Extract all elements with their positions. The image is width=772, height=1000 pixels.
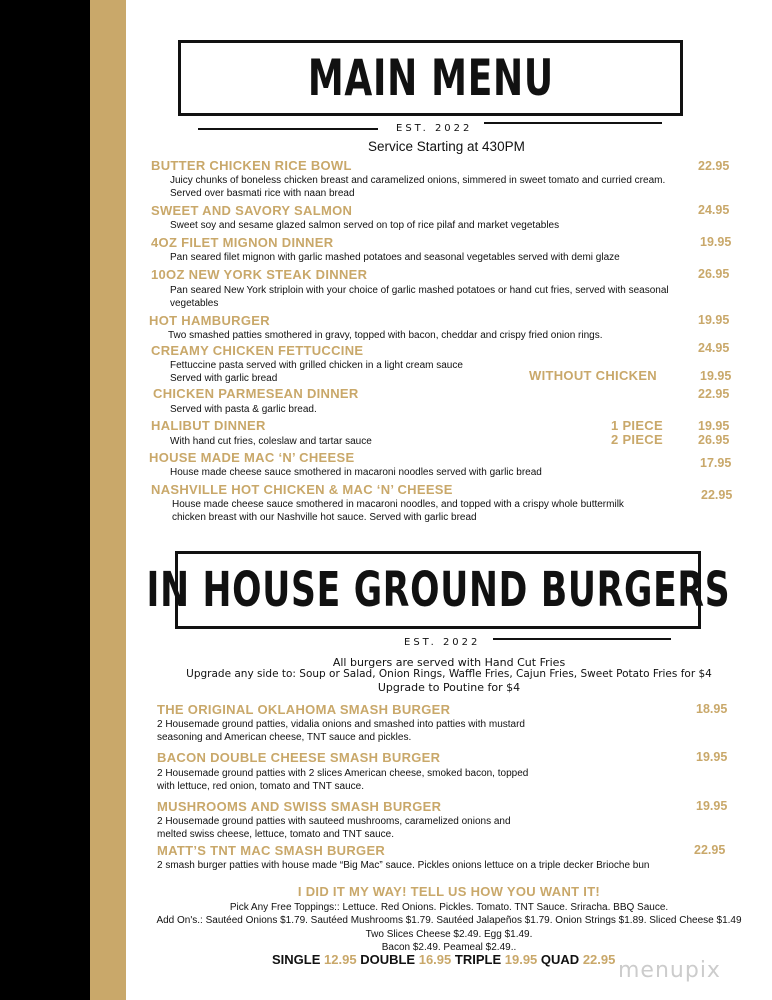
burger-item-desc: 2 Housemade ground patties with 2 slices American cheese, smoked bacon, topped — [157, 768, 529, 779]
size-label: DOUBLE — [360, 952, 416, 967]
size-price: 22.95 — [582, 952, 616, 967]
menupix-watermark: menupix — [618, 958, 721, 983]
menu-item-name: SWEET AND SAVORY SALMON — [151, 203, 353, 218]
menu-item-desc: vegetables — [170, 298, 219, 309]
menu-item-desc: Served with pasta & garlic bread. — [170, 404, 317, 415]
menu-item-desc: Sweet soy and sesame glazed salmon served on top of rice pilaf and market vegetables — [170, 220, 560, 231]
menu-item-desc: Served with garlic bread — [170, 373, 278, 384]
service-start-text: Service Starting at 430PM — [368, 139, 525, 154]
menu-item-price: 26.95 — [698, 267, 730, 281]
main-menu-est: EST. 2022 — [396, 123, 473, 134]
custom-line: Add On's.: Sautéed Onions $1.79. Sautéed Mushrooms $1.79. Sautéed Jalapeños $1.79. Onion Strings $1.89. Sliced Cheese $1.49 — [156, 915, 742, 926]
burger-item-desc: with lettuce, red onion, tomato and TNT sauce. — [157, 781, 364, 792]
burger-item-name: MATT’S TNT MAC SMASH BURGER — [157, 843, 386, 858]
custom-line: Bacon $2.49. Peameal $2.49.. — [381, 942, 517, 953]
menu-item-price: 19.95 — [698, 313, 730, 327]
menu-item-desc: House made cheese sauce smothered in macaroni noodles served with garlic bread — [170, 467, 542, 478]
menu-item-price: 17.95 — [700, 456, 732, 470]
size-price: 12.95 — [324, 952, 357, 967]
menu-item-option-label: WITHOUT CHICKEN — [529, 368, 657, 383]
menu-item-desc: Fettuccine pasta served with grilled chicken in a light cream sauce — [170, 360, 463, 371]
size-label: SINGLE — [272, 952, 321, 967]
menu-item-desc: Served over basmati rice with naan bread — [170, 188, 355, 199]
custom-line: Two Slices Cheese $2.49. Egg $1.49. — [365, 929, 533, 940]
burger-item-desc: seasoning and American cheese, TNT sauce and pickles. — [157, 732, 412, 743]
burger-item-price: 18.95 — [696, 702, 728, 716]
burger-item-desc: melted swiss cheese, lettuce, tomato and TNT sauce. — [157, 829, 394, 840]
menu-item-option-price: 19.95 — [700, 369, 732, 383]
size-price: 16.95 — [418, 952, 452, 967]
main-menu-line-right — [484, 122, 662, 124]
menu-item-desc: Two smashed patties smothered in gravy, topped with bacon, cheddar and crispy fried onion rings. — [168, 330, 603, 341]
menu-item-price: 22.95 — [701, 488, 733, 502]
menu-item-name: 10OZ NEW YORK STEAK DINNER — [151, 267, 368, 282]
menu-item-price: 22.95 — [698, 387, 730, 401]
menu-item-price: 19.95 — [700, 235, 732, 249]
menu-item-desc: Juicy chunks of boneless chicken breast and caramelized onions, simmered in sweet tomato and curried cream. — [170, 175, 666, 186]
burger-size-prices — [272, 952, 615, 967]
burger-item-desc: 2 smash burger patties with house made “Big Mac” sauce. Pickles onions lettuce on a triple decker Brioche bun — [157, 860, 650, 871]
burger-item-desc: 2 Housemade ground patties, vidalia onions and smashed into patties with mustard — [157, 719, 525, 730]
burgers-intro-line: All burgers are served with Hand Cut Fries — [332, 656, 566, 669]
menu-item-price: 24.95 — [698, 203, 730, 217]
menu-item-option-label: 2 PIECE — [611, 432, 663, 447]
menu-item-name: 4OZ FILET MIGNON DINNER — [151, 235, 334, 250]
menu-item-name: CREAMY CHICKEN FETTUCCINE — [151, 343, 364, 358]
burger-item-name: MUSHROOMS AND SWISS SMASH BURGER — [157, 799, 442, 814]
left-black-bar — [0, 0, 90, 1000]
burgers-title-box — [146, 551, 730, 629]
menu-item-name: NASHVILLE HOT CHICKEN & MAC ‘N’ CHEESE — [151, 482, 453, 497]
custom-title: I DID IT MY WAY! TELL US HOW YOU WANT IT! — [297, 884, 601, 899]
menu-item-desc: With hand cut fries, coleslaw and tartar sauce — [170, 436, 372, 447]
burger-item-price: 22.95 — [694, 843, 726, 857]
main-menu-line-left — [198, 128, 378, 130]
burger-item-name: BACON DOUBLE CHEESE SMASH BURGER — [157, 750, 441, 765]
burgers-intro-line: Upgrade to Poutine for $4 — [377, 681, 521, 694]
menu-item-option-price: 19.95 — [698, 419, 730, 433]
size-label: TRIPLE — [454, 952, 502, 967]
menu-item-desc: House made cheese sauce smothered in macaroni noodles, and topped with a crispy whole buttermilk — [172, 499, 624, 510]
menu-item-option-price: 26.95 — [698, 433, 730, 447]
menu-item-name: HALIBUT DINNER — [151, 418, 266, 433]
menu-item-name: HOUSE MADE MAC ‘N’ CHEESE — [149, 450, 355, 465]
menu-item-name: HOT HAMBURGER — [149, 313, 270, 328]
burgers-line-right — [493, 638, 671, 640]
size-label: QUAD — [540, 952, 580, 967]
burger-item-price: 19.95 — [696, 750, 728, 764]
burger-item-name: THE ORIGINAL OKLAHOMA SMASH BURGER — [157, 702, 451, 717]
size-price: 19.95 — [504, 952, 538, 967]
left-gold-bar — [90, 0, 126, 1000]
burgers-est: EST. 2022 — [404, 637, 481, 648]
burgers-intro-line: Upgrade any side to: Soup or Salad, Onion Rings, Waffle Fries, Cajun Fries, Sweet Potato Fries for $4 — [186, 668, 712, 680]
burger-item-desc: 2 Housemade ground patties with sauteed mushrooms, caramelized onions and — [157, 816, 511, 827]
burgers-title: IN HOUSE GROUND BURGERS — [146, 562, 730, 618]
menu-item-desc: Pan seared New York striploin with your choice of garlic mashed potatoes or hand cut fries, served with seasonal — [170, 285, 669, 296]
main-menu-title-box — [178, 40, 683, 116]
main-menu-title: MAIN MENU — [307, 49, 554, 107]
menu-item-name: CHICKEN PARMESEAN DINNER — [153, 386, 359, 401]
menu-item-option-label: 1 PIECE — [611, 418, 663, 433]
custom-line: Pick Any Free Toppings:: Lettuce. Red Onions. Pickles. Tomato. TNT Sauce. Sriracha. BBQ Sauce. — [229, 902, 669, 913]
burger-item-price: 19.95 — [696, 799, 728, 813]
menu-item-price: 22.95 — [698, 159, 730, 173]
menu-item-price: 24.95 — [698, 341, 730, 355]
menu-item-desc: Pan seared filet mignon with garlic mashed potatoes and seasonal vegetables served with demi glaze — [170, 252, 620, 263]
menu-item-name: BUTTER CHICKEN RICE BOWL — [151, 158, 352, 173]
menu-item-desc: chicken breast with our Nashville hot sauce. Served with garlic bread — [172, 512, 477, 523]
